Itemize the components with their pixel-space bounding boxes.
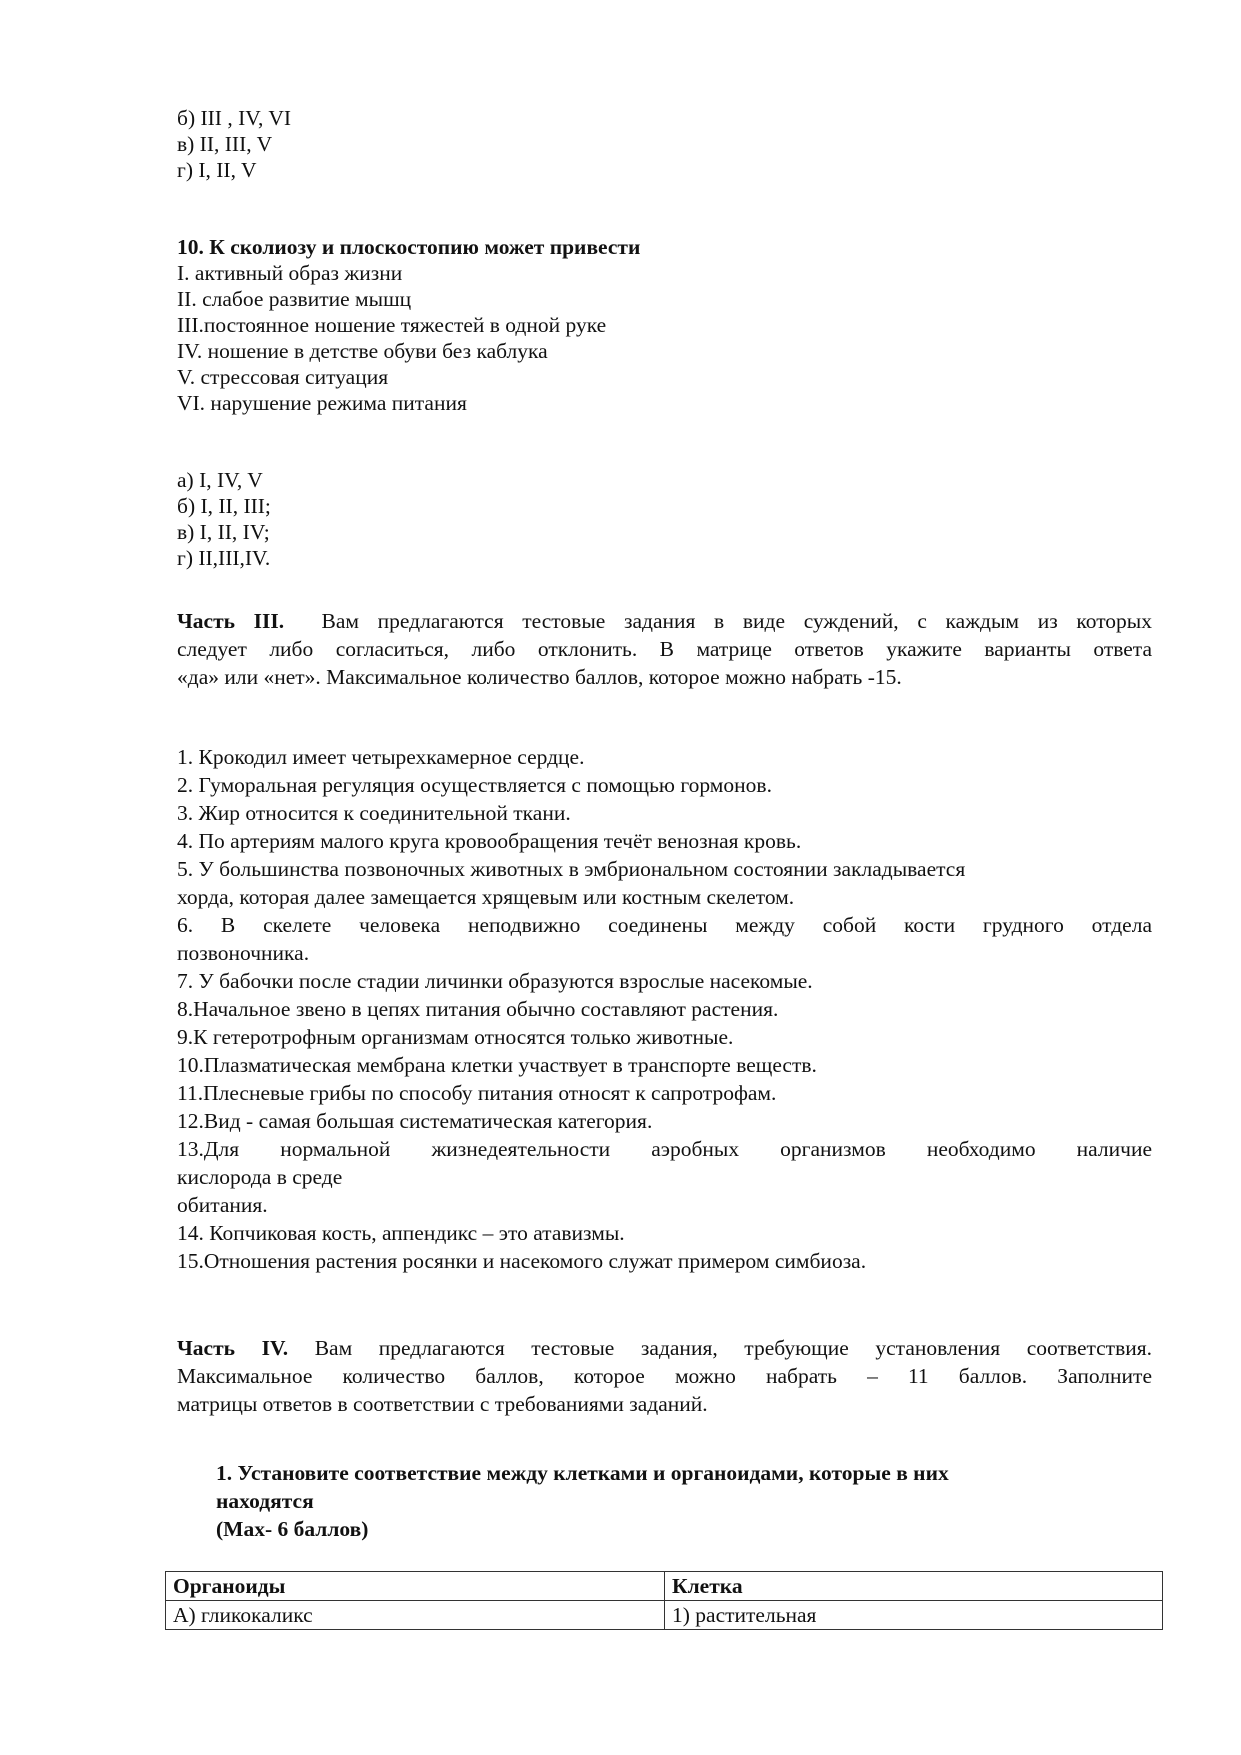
statement: 4. По артериям малого круга кровообращения течёт венозная кровь. — [177, 829, 802, 853]
table-header-row — [166, 1572, 1163, 1601]
statement: 9.К гетеротрофным организмам относятся только животные. — [177, 1025, 734, 1049]
q10-item: VI. нарушение режима питания — [177, 391, 467, 415]
statement: 5. У большинства позвоночных животных в эмбриональном состоянии закладывается — [177, 857, 966, 881]
q10-item: I. активный образ жизни — [177, 261, 403, 285]
header-cell: Клетка — [665, 1572, 1163, 1601]
statement: 7. У бабочки после стадии личинки образуются взрослые насекомые. — [177, 969, 813, 993]
table-cell: 1) растительная — [665, 1601, 1163, 1630]
part3-label: Часть III. — [177, 609, 285, 633]
statement: 13.Для нормальной жизнедеятельности аэробных организмов необходимо наличие — [177, 1137, 1152, 1161]
statement: 11.Плесневые грибы по способу питания относят к сапротрофам. — [177, 1081, 777, 1105]
statement-cont: позвоночника. — [177, 941, 310, 965]
q10-item: II. слабое развитие мышц — [177, 287, 412, 311]
statement: 14. Копчиковая кость, аппендикс – это атавизмы. — [177, 1221, 625, 1245]
statement: 6. В скелете человека неподвижно соединены между собой кости грудного отдела — [177, 913, 1152, 937]
statement-cont: обитания. — [177, 1193, 268, 1217]
q10-item: V. стрессовая ситуация — [177, 365, 389, 389]
q10-item: III.постоянное ношение тяжестей в одной руке — [177, 313, 607, 337]
statement: 3. Жир относится к соединительной ткани. — [177, 801, 571, 825]
q10-option-b: б) I, II, III; — [177, 494, 271, 518]
part3-intro-line: «да» или «нет». Максимальное количество баллов, которое можно набрать -15. — [177, 665, 902, 689]
part3-intro-line: следует либо согласиться, либо отклонить. В матрице ответов укажите варианты ответа — [177, 637, 1152, 661]
q10-title: 10. К сколиозу и плоскостопию может привести — [177, 235, 641, 259]
statement: 8.Начальное звено в цепях питания обычно составляют растения. — [177, 997, 779, 1021]
q9-option-b: б) III , IV, VI — [177, 106, 292, 130]
q9-option-v: в) II, III, V — [177, 132, 273, 156]
q9-option-g: г) I, II, V — [177, 158, 257, 182]
statement-cont: кислорода в среде — [177, 1165, 343, 1189]
statement-cont: хорда, которая далее замещается хрящевым или костным скелетом. — [177, 885, 795, 909]
statement: 15.Отношения растения росянки и насекомого служат примером симбиоза. — [177, 1249, 867, 1273]
q10-option-g: г) II,III,IV. — [177, 546, 271, 570]
header-organoids: Органоиды — [166, 1572, 665, 1601]
task1-max-points: (Max- 6 баллов) — [216, 1517, 369, 1541]
part4-intro-line: матрицы ответов в соответствии с требованиями заданий. — [177, 1392, 708, 1416]
task1-title-cont: находятся — [216, 1489, 314, 1513]
statement: 10.Плазматическая мембрана клетки участвует в транспорте веществ. — [177, 1053, 817, 1077]
statement: 1. Крокодил имеет четырехкамерное сердце. — [177, 745, 585, 769]
matching-table — [165, 1571, 1163, 1630]
part4-intro-line: Часть IV. Вам предлагаются тестовые задания, требующие установления соответствия. — [177, 1336, 1153, 1360]
statement: 12.Вид - самая большая систематическая категория. — [177, 1109, 653, 1133]
table-cell: А) гликокаликс — [166, 1601, 665, 1630]
table-row — [166, 1601, 1163, 1630]
task1-title: 1. Установите соответствие между клетками и органоидами, которые в них — [216, 1461, 949, 1485]
part4-label: Часть IV. — [177, 1336, 289, 1360]
q10-option-v: в) I, II, IV; — [177, 520, 270, 544]
q10-item: IV. ношение в детстве обуви без каблука — [177, 339, 548, 363]
part3-intro-line: Часть III. Вам предлагаются тестовые задания в виде суждений, с каждым из которых — [177, 609, 1152, 633]
q10-option-a: а) I, IV, V — [177, 468, 263, 492]
part4-intro-line: Максимальное количество баллов, которое можно набрать – 11 баллов. Заполните — [177, 1364, 1152, 1388]
statement: 2. Гуморальная регуляция осуществляется с помощью гормонов. — [177, 773, 772, 797]
